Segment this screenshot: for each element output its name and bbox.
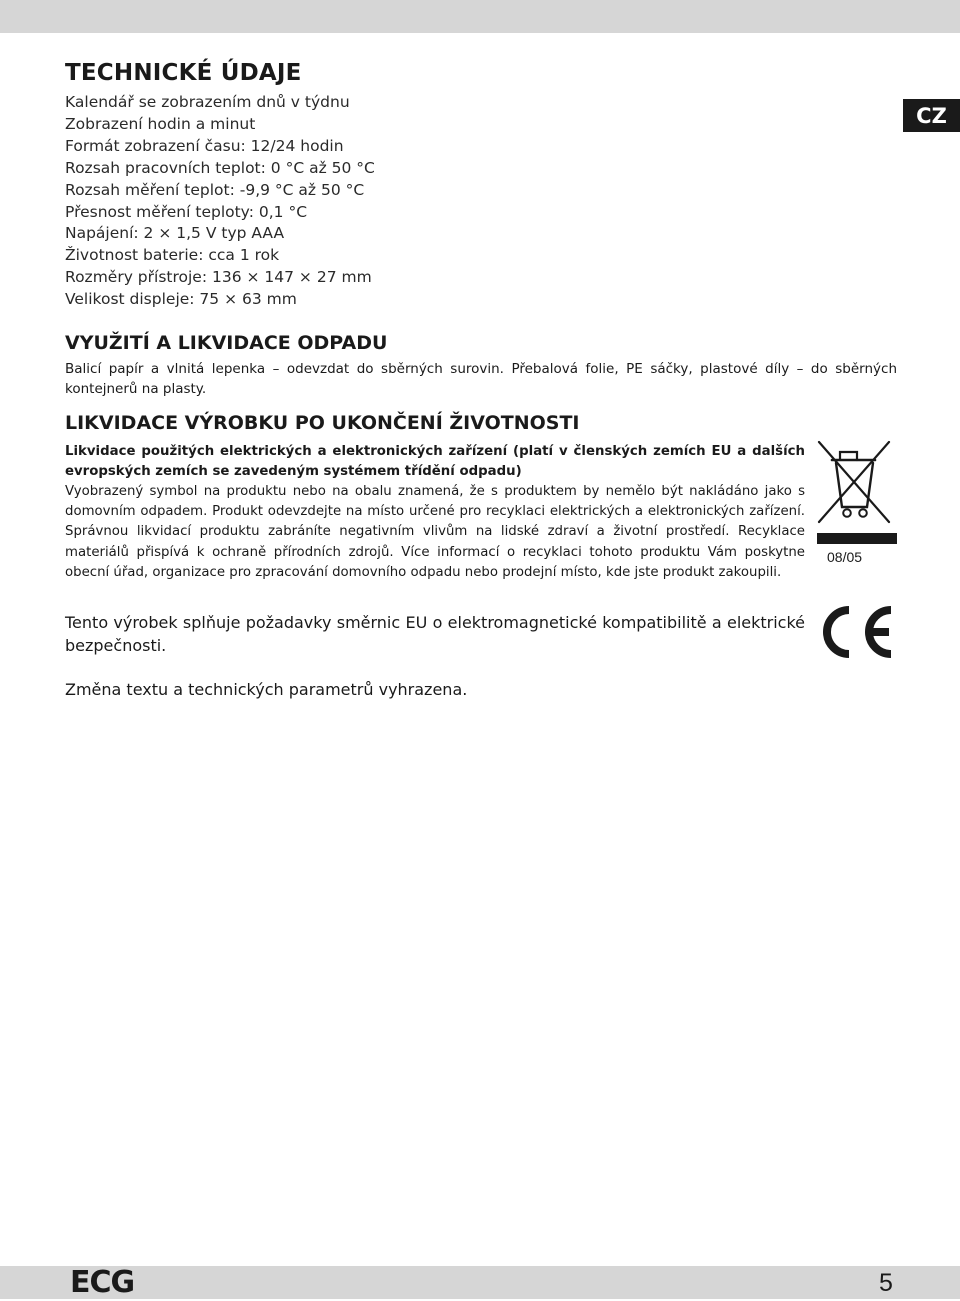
technical-list <box>65 92 897 311</box>
disposal-bold-text: Likvidace použitých elektrických a elektronických zařízení (platí v členských zemích EU a dalších evropských zemích se zavedeným systémem třídění odpadu) <box>65 444 805 480</box>
footer-band <box>0 1266 960 1299</box>
weee-symbol <box>817 440 897 565</box>
header-band <box>0 0 960 33</box>
recycling-text: Balicí papír a vlnitá lepenka – odevzdat do sběrných surovin. Přebalová folie, PE sáčky, plastové díly – do sběrných kontejnerů na plasty. <box>65 361 897 398</box>
crossed-out-wheelie-bin-icon <box>817 440 897 544</box>
recycling-title: VYUŽITÍ A LIKVIDACE ODPADU <box>65 332 388 355</box>
page-content <box>65 60 897 701</box>
ecg-logo: ECG <box>70 1265 135 1300</box>
page-number: 5 <box>879 1269 893 1297</box>
spec-item: Kalendář se zobrazením dnů v týdnu <box>65 93 350 111</box>
disposal-section <box>65 412 897 583</box>
ce-mark <box>817 604 897 664</box>
spec-item: Rozsah měření teplot: -9,9 °C až 50 °C <box>65 180 365 199</box>
technical-title: TECHNICKÉ ÚDAJE <box>65 60 302 86</box>
disposal-text: Vyobrazený symbol na produktu nebo na obalu znamená, že s produktem by nemělo být nakládáno jako s domovním odpadem. Produkt odevzdejte na místo určené pro recyklaci elektrických a elektronických zařízení. Správnou likvidací produktu zabráníte negativním vlivům na lidské zdraví a životní prostředí. Recyklace materiálů přispívá k ochraně přírodních zdrojů. Více informací o recyklaci tohoto produktu Vám poskytne obecní úřad, organizace pro zpracování domovního odpadu nebo prodejní místo, kde jste produkt zakoupili. <box>65 484 805 580</box>
spec-item: Životnost baterie: cca 1 rok <box>65 246 280 265</box>
spec-item: Rozsah pracovních teplot: 0 °C až 50 °C <box>65 158 375 177</box>
spec-item: Přesnost měření teploty: 0,1 °C <box>65 202 308 221</box>
compliance-text: Tento výrobek splňuje požadavky směrnic EU o elektromagnetické kompatibilitě a elektrické bezpečnosti. <box>65 612 805 655</box>
spec-item: Napájení: 2 × 1,5 V typ AAA <box>65 224 285 243</box>
disposal-title: LIKVIDACE VÝROBKU PO UKONČENÍ ŽIVOTNOSTI <box>65 412 580 435</box>
spec-item: Rozměry přístroje: 136 × 147 × 27 mm <box>65 268 372 287</box>
notice-text: Změna textu a technických parametrů vyhrazena. <box>65 679 468 699</box>
spec-item: Zobrazení hodin a minut <box>65 114 256 133</box>
technical-section <box>65 60 897 311</box>
recycling-section <box>65 332 897 399</box>
disposal-body <box>65 442 805 583</box>
spec-item: Formát zobrazení času: 12/24 hodin <box>65 136 344 155</box>
weee-date: 08/05 <box>827 549 863 566</box>
disposal-row <box>65 442 897 583</box>
language-tab: CZ <box>903 99 960 132</box>
spec-item: Velikost displeje: 75 × 63 mm <box>65 290 297 309</box>
ce-mark-icon <box>817 604 897 660</box>
